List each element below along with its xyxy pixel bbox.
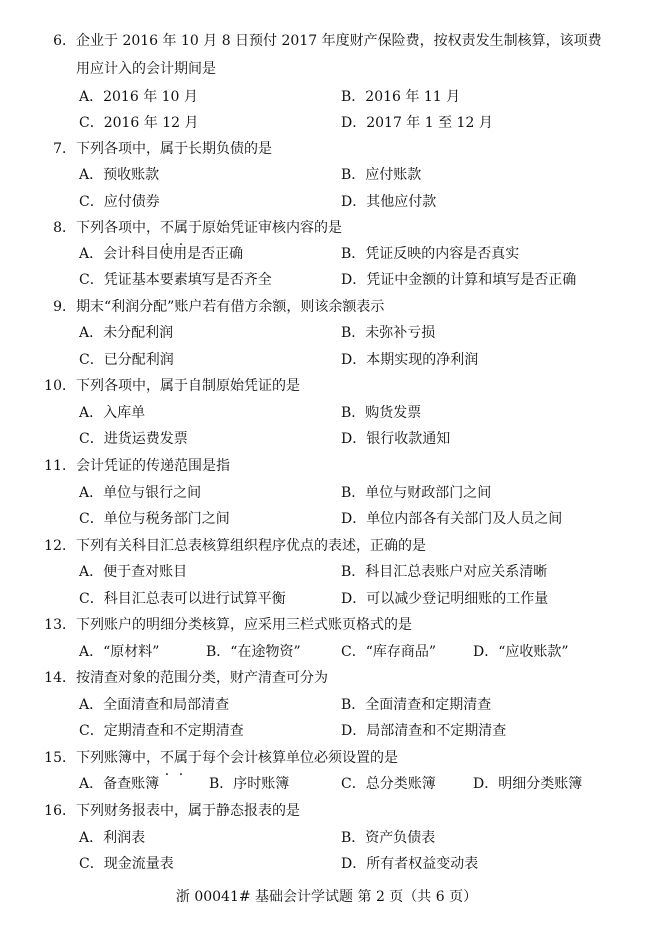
question-number: 16． bbox=[44, 803, 76, 819]
question-text: 会计凭证的传递范围是指 bbox=[76, 458, 230, 474]
emphasis-char: 属 bbox=[174, 750, 188, 766]
question-number: 9． bbox=[53, 299, 76, 315]
question-number: 6． bbox=[53, 33, 76, 49]
option-c: C．进货运费发票 bbox=[79, 431, 188, 447]
question-text-post: 于每个会计核算单位必须设置的是 bbox=[188, 750, 398, 766]
question-stem bbox=[40, 453, 630, 479]
question-text: 下列各项中，属于长期负债的是 bbox=[76, 141, 272, 157]
option-a: A．便于查对账目 bbox=[79, 564, 188, 580]
option-b: B．序时账簿 bbox=[209, 776, 290, 792]
question-number: 12． bbox=[44, 538, 76, 554]
option-a: A．利润表 bbox=[79, 830, 146, 846]
option-d: D．凭证中金额的计算和填写是否正确 bbox=[341, 272, 577, 288]
option-a: A．入库单 bbox=[79, 405, 146, 421]
option-b: B．“在途物资” bbox=[206, 644, 301, 660]
question-stem bbox=[40, 533, 630, 559]
option-d: D．2017 年 1 至 12 月 bbox=[341, 115, 493, 131]
option-a: A．会计科目使用是否正确 bbox=[79, 246, 244, 262]
question-stem bbox=[40, 215, 630, 241]
option-c: C．单位与税务部门之间 bbox=[79, 511, 230, 527]
option-a: A．单位与银行之间 bbox=[79, 485, 202, 501]
question-text-pre: 下列各项中， bbox=[76, 220, 160, 236]
question-stem bbox=[40, 612, 630, 638]
option-d: D．可以减少登记明细账的工作量 bbox=[341, 591, 549, 607]
emphasis-char: 属 bbox=[174, 220, 188, 236]
question-text: 下列各项中，属于自制原始凭证的是 bbox=[76, 378, 300, 394]
page-footer: 浙 00041# 基础会计学试题 第 2 页（共 6 页） bbox=[175, 889, 478, 905]
question-text: 下列账户的明细分类核算，应采用三栏式账页格式的是 bbox=[76, 617, 412, 633]
question-number: 11． bbox=[44, 458, 76, 474]
option-a: A．预收账款 bbox=[79, 167, 160, 183]
question-number: 7． bbox=[53, 141, 76, 157]
option-d: D．“应收账款” bbox=[473, 644, 569, 660]
option-a: A．未分配利润 bbox=[79, 325, 174, 341]
option-c: C．“库存商品” bbox=[341, 644, 437, 660]
question-stem bbox=[40, 745, 630, 771]
question-stem bbox=[40, 136, 630, 162]
option-d: D．单位内部各有关部门及人员之间 bbox=[341, 511, 563, 527]
question-text-continued: 用应计入的会计期间是 bbox=[76, 61, 216, 77]
question-text: 企业于 2016 年 10 月 8 日预付 2017 年度财产保险费，按权责发生制核算，该项费 bbox=[76, 33, 602, 49]
question-text-post: 于原始凭证审核内容的是 bbox=[188, 220, 342, 236]
option-c: C．现金流量表 bbox=[79, 856, 174, 872]
option-d: D．局部清查和不定期清查 bbox=[341, 723, 507, 739]
option-b: B．全面清查和定期清查 bbox=[341, 697, 492, 713]
option-c: C．定期清查和不定期清查 bbox=[79, 723, 244, 739]
question-number: 15． bbox=[44, 750, 76, 766]
emphasis-char: 不 bbox=[160, 220, 174, 236]
question-text: 期末“利润分配”账户若有借方余额，则该余额表示 bbox=[76, 299, 385, 315]
option-a: A．全面清查和局部清查 bbox=[79, 697, 230, 713]
option-d: D．本期实现的净利润 bbox=[341, 352, 479, 368]
question-stem bbox=[40, 665, 630, 691]
option-b: B．凭证反映的内容是否真实 bbox=[341, 246, 520, 262]
option-b: B．2016 年 11 月 bbox=[341, 89, 461, 105]
option-b: B．未弥补亏损 bbox=[341, 325, 436, 341]
question-text-pre: 下列账簿中， bbox=[76, 750, 160, 766]
option-a: A．“原材料” bbox=[79, 644, 160, 660]
option-b: B．科目汇总表账户对应关系清晰 bbox=[341, 564, 548, 580]
question-stem bbox=[40, 294, 630, 320]
question-text: 下列有关科目汇总表核算组织程序优点的表述，正确的是 bbox=[76, 538, 426, 554]
option-c: C．已分配利润 bbox=[79, 352, 174, 368]
option-a: A．备查账簿 bbox=[79, 776, 160, 792]
option-b: B．资产负债表 bbox=[341, 830, 436, 846]
question-text: 下列财务报表中，属于静态报表的是 bbox=[76, 803, 300, 819]
question-number: 14． bbox=[44, 670, 76, 686]
option-c: C．科目汇总表可以进行试算平衡 bbox=[79, 591, 286, 607]
option-b: B．应付账款 bbox=[341, 167, 422, 183]
option-c: C．应付债券 bbox=[79, 194, 160, 210]
emphasis-char: 不 bbox=[160, 750, 174, 766]
question-stem bbox=[40, 798, 630, 824]
option-d: D．其他应付款 bbox=[341, 194, 437, 210]
option-c: C．2016 年 12 月 bbox=[79, 115, 199, 131]
question-number: 13． bbox=[44, 617, 76, 633]
option-d: D．所有者权益变动表 bbox=[341, 856, 479, 872]
option-c: C．总分类账簿 bbox=[341, 776, 436, 792]
question-stem bbox=[40, 28, 630, 54]
option-b: B．购货发票 bbox=[341, 405, 422, 421]
question-stem bbox=[40, 373, 630, 399]
option-a: A．2016 年 10 月 bbox=[79, 89, 198, 105]
option-d: D．明细分类账簿 bbox=[473, 776, 583, 792]
question-number: 8． bbox=[53, 220, 76, 236]
option-c: C．凭证基本要素填写是否齐全 bbox=[79, 272, 272, 288]
question-text: 按清查对象的范围分类，财产清查可分为 bbox=[76, 670, 328, 686]
option-d: D．银行收款通知 bbox=[341, 431, 451, 447]
question-number: 10． bbox=[44, 378, 76, 394]
option-b: B．单位与财政部门之间 bbox=[341, 485, 492, 501]
